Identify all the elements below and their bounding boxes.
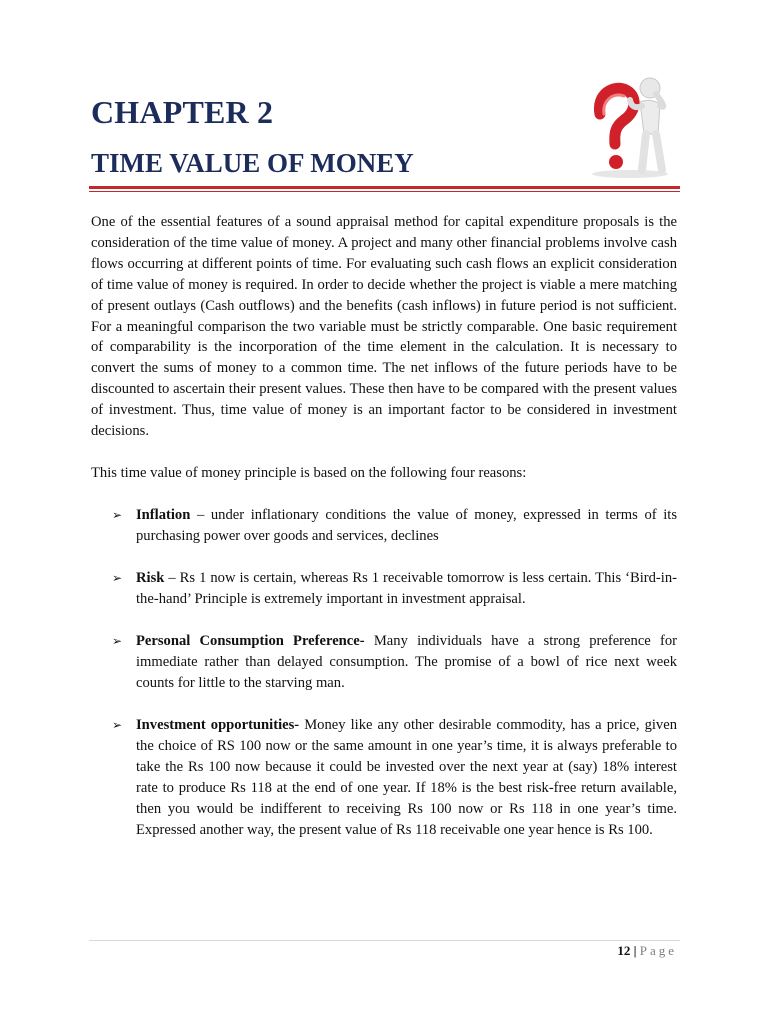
reason-text: – Rs 1 now is certain, whereas Rs 1 receivable tomorrow is less certain. This ‘Bird-in-the-hand’ Principle is extremely important in investment appraisal. [136, 570, 677, 607]
reasons-lead-paragraph: This time value of money principle is based on the following four reasons: [91, 465, 527, 481]
chapter-title: TIME VALUE OF MONEY [91, 148, 414, 178]
reason-title: Personal Consumption Preference- [136, 633, 365, 649]
arrow-bullet-icon: ➢ [112, 571, 123, 585]
title-divider-thin [89, 191, 680, 192]
page-number: 12 [617, 943, 631, 958]
footer-divider [89, 940, 680, 941]
question-mark-figure-icon [580, 74, 680, 180]
reason-text: Money like any other desirable commodity, has a price, given the choice of RS 100 now or the same amount in one year’s time, it is always preferable to take the Rs 100 now because it could be invested over the next year at (say) 18% interest rate to produce Rs 118 at the end of one year. If 18% is the best risk-free return available, then you would be indifferent to receiving Rs 100 now or Rs 118 in one year’s time. Expressed another way, the present value of Rs 118 receivable one year hence is Rs 100. [136, 717, 677, 838]
page-label: Page [639, 943, 677, 958]
reason-text: Many individuals have a strong preference for immediate rather than delayed consumption. The promise of a bowl of rice next week counts for little to the starving man. [136, 633, 677, 691]
chapter-number: CHAPTER 2 [91, 94, 274, 130]
intro-paragraph: One of the essential features of a sound appraisal method for capital expenditure proposals is the consideration of the time value of money. A project and many other financial problems involve cash flows occurring at different points of time. For evaluating such cash flows an explicit consideration of time value of money is required. In order to decide whether the project is viable a mere matching of present outlays (Cash outflows) and the benefits (cash inflows) in future period is not sufficient. For a meaningful comparison the two variable must be strictly comparable. One basic requirement of comparability is the incorporation of the time element in the calculation. It is necessary to convert the sums of money to a common time. The net inflows of the future periods have to be discounted to ascertain their present values. These then have to be compared with the present values of investment. Thus, time value of money is an important factor to be considered in investment decisions. [91, 214, 677, 440]
page-footer [617, 943, 677, 959]
arrow-bullet-icon: ➢ [112, 634, 123, 648]
reason-title: Inflation [136, 507, 191, 523]
reason-title: Risk [136, 570, 165, 586]
arrow-bullet-icon: ➢ [112, 508, 123, 522]
arrow-bullet-icon: ➢ [112, 718, 123, 732]
title-divider [89, 186, 680, 189]
reason-title: Investment opportunities- [136, 717, 300, 733]
footer-separator: | [633, 943, 637, 958]
reason-text: – under inflationary conditions the value of money, expressed in terms of its purchasing power over goods and services, declines [136, 507, 677, 544]
